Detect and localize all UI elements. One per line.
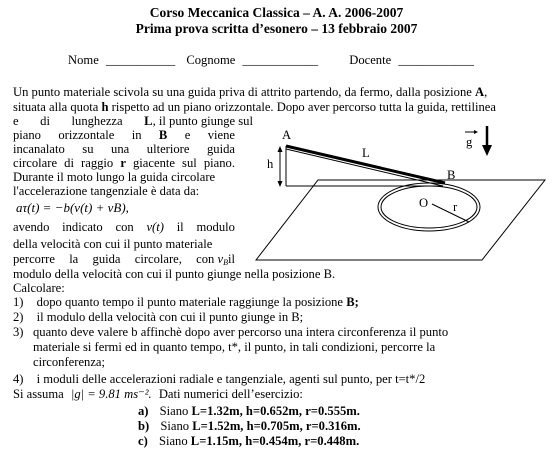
problem-line-12: modulo della velocità con cui il punto giunge nella posizione B. — [13, 267, 336, 281]
question-3-line-3: circonferenza; — [33, 355, 106, 369]
question-3-number: 3) — [13, 325, 24, 339]
figure-label-B: B — [447, 168, 456, 182]
circular-guide-outer — [378, 183, 480, 231]
exam-title: Prima prova scritta d’esonero – 13 febbraio 2007 — [135, 21, 418, 36]
formula: aτ(t) = −b(v(t) + vB), — [16, 200, 129, 215]
gravity-arrow-head — [482, 145, 492, 156]
problem-line-8: l'accelerazione tangenziale è data da: — [13, 184, 200, 198]
problem-line-1: Un punto materiale scivola su una guida priva di attrito partendo, da fermo, dalla posizione A, — [13, 85, 488, 99]
problem-line-9: avendo indicato con v(t) il modulo — [13, 220, 235, 234]
radius-line — [432, 204, 469, 222]
answer-a: a) Siano L=1.32m, h=0.652m, r=0.555m. — [138, 404, 360, 418]
figure-label-O: O — [419, 196, 429, 210]
circular-guide-inner — [381, 186, 477, 228]
question-3-line-2: materiale si fermi ed in quanto tempo, t*, il punto, in tali condizioni, percorre la — [33, 340, 436, 354]
problem-line-10: della velocità con cui il punto materiale — [13, 237, 213, 251]
problem-line-6: circolare di raggio r giacente sul piano. — [13, 156, 235, 170]
nome-blank[interactable]: ___________ — [105, 53, 176, 67]
answer-c: c) Siano L=1.15m, h=0.454m, r=0.448m. — [138, 434, 360, 448]
question-3-line-1: quanto deve valere b affinchè dopo aver percorso una intera circonferenza il punto — [33, 325, 449, 339]
problem-line-7: Durante il moto lungo la guida circolare — [13, 170, 216, 184]
figure-label-L: L — [362, 146, 370, 160]
answer-b: b) Siano L=1.52m, h=0.705m, r=0.316m. — [138, 419, 361, 433]
height-arrow-head-bottom — [278, 181, 283, 187]
question-4: 4) i moduli delle accelerazioni radiale e tangenziale, agenti sul punto, per t=t*/2 — [13, 372, 426, 386]
figure-label-h: h — [267, 157, 274, 171]
problem-line-5: incanalato su una ulteriore guida — [13, 142, 235, 156]
figure-label-r: r — [453, 200, 458, 214]
assume-line: Si assuma |g| = 9.81 ms⁻². Dati numerici dell’esercizio: — [13, 387, 303, 401]
question-2: 2) il modulo della velocità con cui il punto giunge in B; — [13, 310, 304, 324]
figure-label-g: g — [466, 135, 473, 149]
problem-line-3: e di lunghezza L, il punto giunge sul — [13, 114, 253, 128]
docente-blank[interactable]: ____________ — [398, 53, 474, 67]
nome-label: Nome — [68, 53, 99, 67]
problem-line-2: situata alla quota h rispetto ad un piano orizzontale. Dopo aver percorso tutta la guida, rettilinea — [13, 100, 496, 114]
calcolare-label: Calcolare: — [13, 281, 65, 295]
g-vector-bar-head — [474, 130, 478, 134]
course-title: Corso Meccanica Classica – A. A. 2006-2007 — [149, 5, 404, 20]
problem-line-4: piano orizzontale in B e viene — [13, 128, 235, 142]
figure-label-A: A — [282, 128, 292, 142]
docente-label: Docente — [349, 53, 392, 67]
cognome-blank[interactable]: ____________ — [242, 53, 319, 67]
horizontal-plane — [256, 180, 545, 260]
problem-line-11: percorre la guida circolare, con $v_Bil$ — [13, 252, 235, 267]
question-1: 1) dopo quanto tempo il punto materiale raggiunge la posizione B; — [13, 295, 359, 309]
cognome-label: Cognome — [186, 53, 236, 67]
height-arrow-head-top — [278, 146, 283, 152]
